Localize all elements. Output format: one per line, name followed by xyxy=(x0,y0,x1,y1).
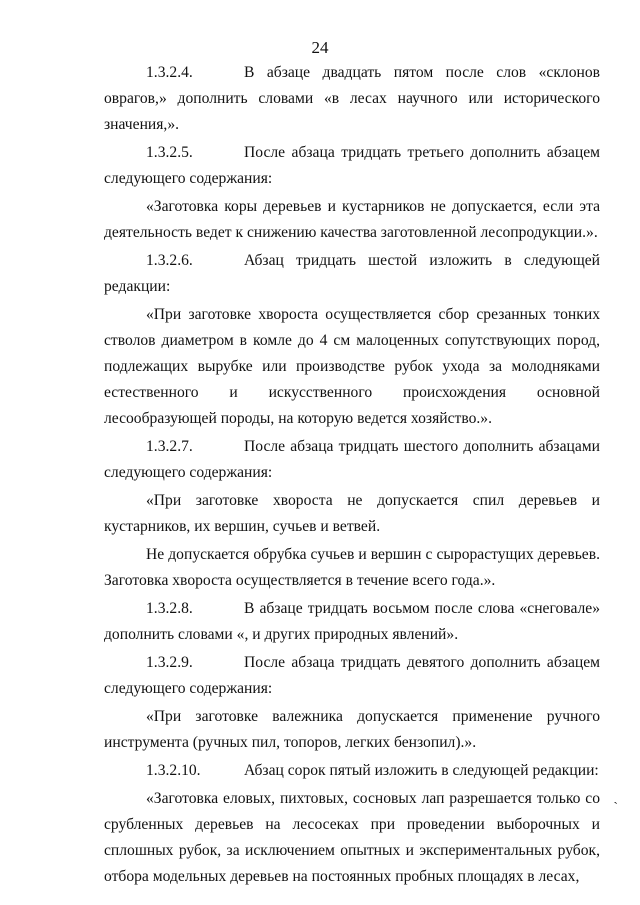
paragraph-1-3-2-6 xyxy=(104,248,600,300)
paragraph-1-3-2-9 xyxy=(104,650,600,702)
page-number: 24 xyxy=(311,38,329,57)
paragraph-text: После абзаца тридцать третьего дополнить абзацем следующего содержания: xyxy=(104,144,600,187)
clause-number: 1.3.2.6. xyxy=(146,252,193,269)
paragraph-1-3-2-7 xyxy=(104,434,600,486)
clause-number: 1.3.2.4. xyxy=(146,64,193,81)
paragraph-1-3-2-5 xyxy=(104,140,600,192)
paragraph-1-3-2-10 xyxy=(104,758,600,784)
paragraph-text: Абзац сорок пятый изложить в следующей редакции: xyxy=(244,762,599,779)
paragraph-text: В абзаце тридцать восьмом после слова «снеговале» дополнить словами «, и других природных явлений». xyxy=(104,600,600,643)
clause-number: 1.3.2.10. xyxy=(146,762,201,779)
quoted-paragraph: «Заготовка еловых, пихтовых, сосновых лап разрешается только со срубленных деревьев на лесосеках при проведении выборочных и сплошных рубок, за исключением опытных и экспериментальных рубок, отбора модельных деревьев на постоянных пробных площадях в лесах, xyxy=(104,790,600,885)
clause-number: 1.3.2.5. xyxy=(146,144,193,161)
paragraph-text: Абзац тридцать шестой изложить в следующей редакции: xyxy=(104,252,600,295)
quoted-paragraph: «При заготовке хвороста осуществляется сбор срезанных тонких стволов диаметром в комле до 4 см малоценных сопутствующих пород, подлежащих вырубке или производстве рубок ухода за молодняками естественного и искусственного происхождения основной лесообразующей породы, на которую ведется хозяйство.». xyxy=(104,306,600,427)
quoted-paragraph: «При заготовке хвороста не допускается спил деревьев и кустарников, их вершин, сучьев и ветвей. xyxy=(104,492,600,535)
paragraph-text: В абзаце двадцать пятом после слов «склонов оврагов,» дополнить словами «в лесах научного или исторического значения,». xyxy=(104,64,600,133)
margin-mark: ˏ xyxy=(613,790,618,805)
quoted-paragraph: «Заготовка коры деревьев и кустарников не допускается, если эта деятельность ведет к снижению качества заготовленной лесопродукции.». xyxy=(104,198,600,241)
quoted-paragraph: «При заготовке валежника допускается применение ручного инструмента (ручных пил, топоров, легких бензопил).». xyxy=(104,708,600,751)
paragraph-text: После абзаца тридцать шестого дополнить абзацами следующего содержания: xyxy=(104,438,600,481)
clause-number: 1.3.2.7. xyxy=(146,438,193,455)
clause-number: 1.3.2.8. xyxy=(146,600,193,617)
clause-number: 1.3.2.9. xyxy=(146,654,193,671)
paragraph-1-3-2-8 xyxy=(104,596,600,648)
paragraph-1-3-2-4 xyxy=(104,60,600,138)
paragraph-text: После абзаца тридцать девятого дополнить абзацем следующего содержания: xyxy=(104,654,600,697)
document-body xyxy=(104,60,600,892)
quoted-paragraph: Не допускается обрубка сучьев и вершин с сырорастущих деревьев. Заготовка хвороста осуществляется в течение всего года.». xyxy=(104,546,600,589)
